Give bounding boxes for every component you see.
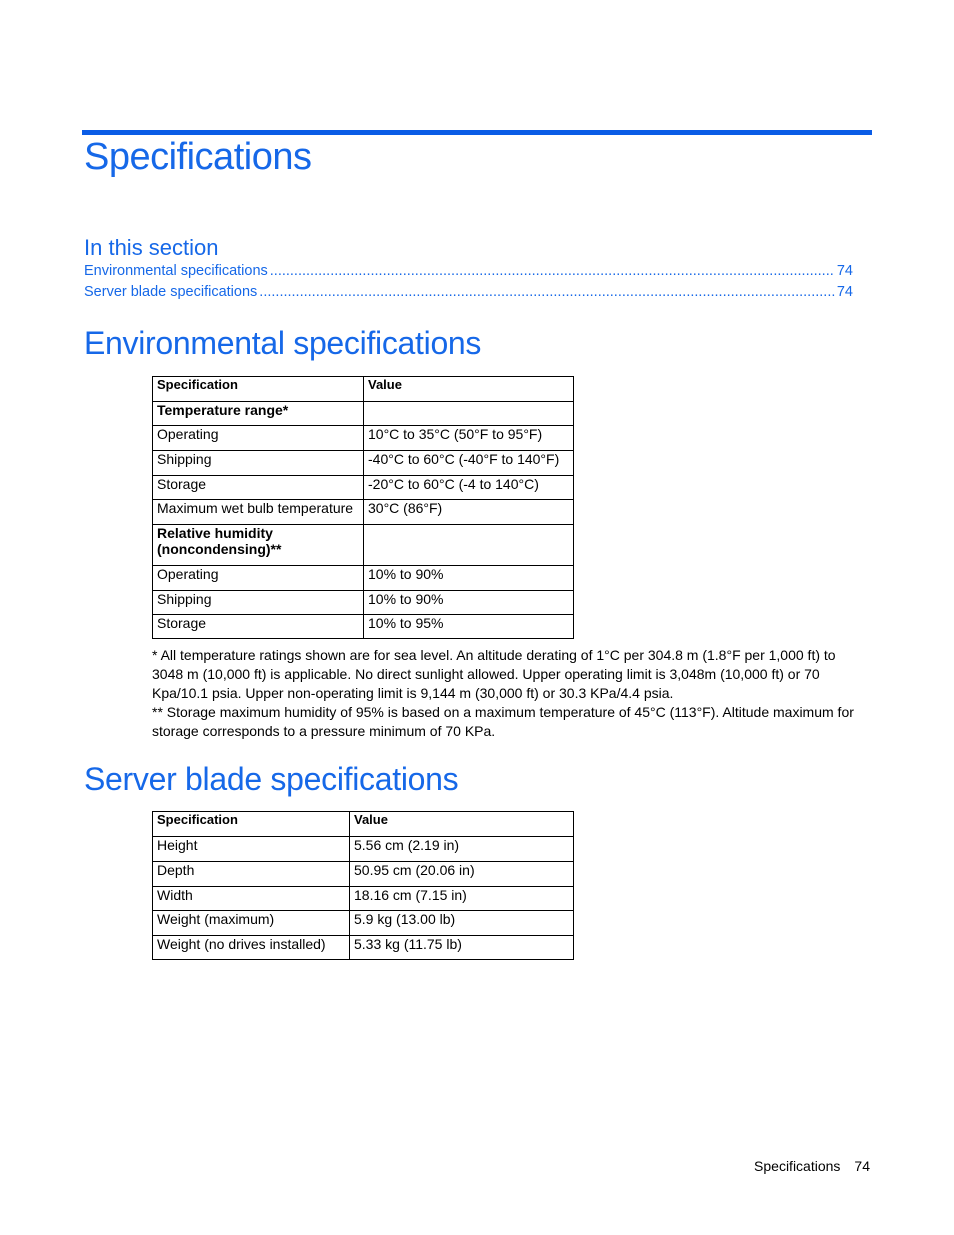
footer-section: Specifications	[754, 1158, 841, 1174]
cell-value: 5.9 kg (13.00 lb)	[350, 911, 574, 936]
cell-spec: Depth	[153, 862, 350, 887]
table-row	[153, 566, 574, 591]
footnotes	[152, 646, 858, 741]
cell-value	[364, 525, 574, 566]
cell-spec: Maximum wet bulb temperature	[153, 500, 364, 525]
cell-value: 10% to 95%	[364, 615, 574, 639]
toc-leader	[259, 284, 835, 300]
table-row	[153, 887, 574, 911]
page-number: 74	[854, 1158, 870, 1174]
title-rule	[82, 130, 872, 135]
group-label: Relative humidity (noncondensing)**	[153, 525, 364, 566]
environmental-heading: Environmental specifications	[84, 325, 482, 361]
table-row	[153, 911, 574, 936]
cell-value: 5.33 kg (11.75 lb)	[350, 936, 574, 960]
footnote-humidity: ** Storage maximum humidity of 95% is based on a maximum temperature of 45°C (113°F). Altitude maximum for storage corresponds to a pressure minimum of 70 KPa.	[152, 704, 854, 739]
cell-value: 10°C to 35°C (50°F to 95°F)	[364, 426, 574, 451]
column-header: Value	[364, 377, 574, 402]
table-row	[153, 591, 574, 615]
table-row	[153, 451, 574, 476]
cell-value: 50.95 cm (20.06 in)	[350, 862, 574, 887]
table-row	[153, 500, 574, 525]
environmental-table	[152, 376, 574, 639]
cell-spec: Width	[153, 887, 350, 911]
toc-entry-label[interactable]: Server blade specifications	[84, 284, 258, 300]
cell-value: 10% to 90%	[364, 591, 574, 615]
table-row	[153, 525, 574, 566]
table-header-row	[153, 377, 574, 402]
toc-heading: In this section	[84, 235, 219, 260]
cell-spec: Shipping	[153, 591, 364, 615]
column-header: Specification	[153, 377, 364, 402]
toc-entry-server-blade[interactable]	[84, 284, 853, 300]
page-title: Specifications	[84, 136, 312, 178]
cell-value: -20°C to 60°C (-4 to 140°C)	[364, 476, 574, 500]
table-row	[153, 402, 574, 426]
toc-entry-page[interactable]: 74	[836, 263, 853, 279]
cell-spec: Weight (maximum)	[153, 911, 350, 936]
page-footer	[754, 1158, 870, 1174]
server-blade-table	[152, 811, 574, 960]
cell-value: 5.56 cm (2.19 in)	[350, 837, 574, 862]
cell-spec: Height	[153, 837, 350, 862]
cell-value: 30°C (86°F)	[364, 500, 574, 525]
cell-spec: Shipping	[153, 451, 364, 476]
toc-entry-label[interactable]: Environmental specifications	[84, 263, 268, 279]
cell-value: 10% to 90%	[364, 566, 574, 591]
column-header: Value	[350, 812, 574, 837]
table-row	[153, 426, 574, 451]
table-header-row	[153, 812, 574, 837]
table-row	[153, 615, 574, 639]
group-label: Temperature range*	[153, 402, 364, 426]
column-header: Specification	[153, 812, 350, 837]
table-row	[153, 476, 574, 500]
cell-spec: Weight (no drives installed)	[153, 936, 350, 960]
cell-value: -40°C to 60°C (-40°F to 140°F)	[364, 451, 574, 476]
table-row	[153, 936, 574, 960]
cell-spec: Operating	[153, 566, 364, 591]
toc-entry-environmental[interactable]	[84, 263, 853, 279]
cell-value	[364, 402, 574, 426]
table-row	[153, 862, 574, 887]
toc-entry-page[interactable]: 74	[836, 284, 853, 300]
cell-spec: Storage	[153, 476, 364, 500]
table-row	[153, 837, 574, 862]
server-blade-heading: Server blade specifications	[84, 761, 459, 797]
toc-leader	[270, 263, 835, 279]
cell-spec: Operating	[153, 426, 364, 451]
cell-value: 18.16 cm (7.15 in)	[350, 887, 574, 911]
footnote-temperature: * All temperature ratings shown are for sea level. An altitude derating of 1°C per 304.8 m (1.8°F per 1,000 ft) to 3048 m (10,000 ft) is applicable. No direct sunlight allowed. Upper operating limit is 3,048m (10,000 ft) or 70 Kpa/10.1 psia. Upper non-operating limit is 9,144 m (30,000 ft) or 30.3 KPa/4.4 psia.	[152, 647, 836, 701]
cell-spec: Storage	[153, 615, 364, 639]
